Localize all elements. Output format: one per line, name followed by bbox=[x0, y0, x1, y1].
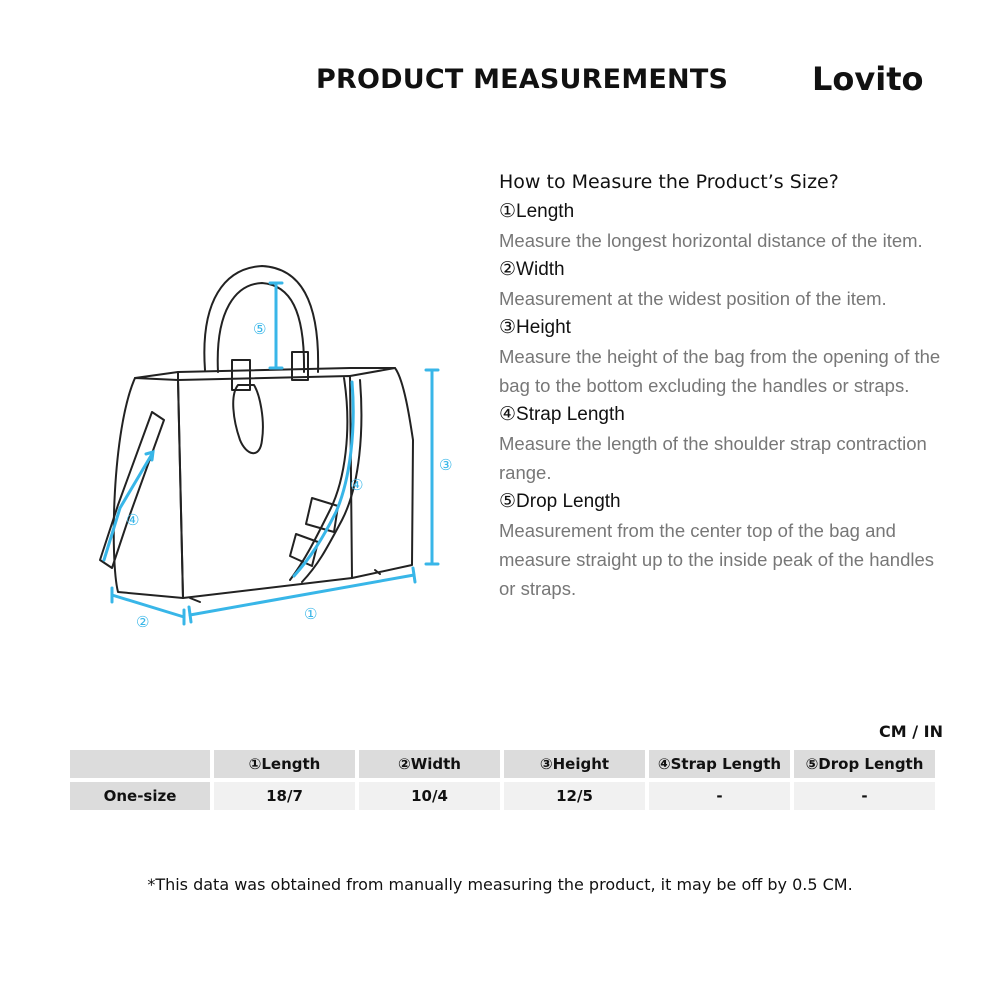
step-desc-width: Measurement at the widest position of the item. bbox=[499, 288, 887, 309]
width-marker: ② bbox=[136, 613, 150, 631]
unit-label: CM / IN bbox=[879, 722, 943, 741]
table-header-cell: ②Width bbox=[359, 750, 500, 778]
step-desc-length: Measure the longest horizontal distance of the item. bbox=[499, 230, 923, 251]
step-title-drop: ⑤Drop Length bbox=[499, 491, 621, 512]
measure-guide bbox=[499, 168, 949, 603]
disclaimer-note: *This data was obtained from manually measuring the product, it may be off by 0.5 CM. bbox=[147, 875, 853, 894]
drop-marker: ⑤ bbox=[253, 320, 267, 338]
height-marker: ③ bbox=[439, 456, 453, 474]
length-marker: ① bbox=[304, 605, 318, 623]
table-cell: - bbox=[649, 782, 790, 810]
bag-diagram bbox=[70, 250, 470, 650]
step-title-height: ③Height bbox=[499, 317, 571, 338]
strap-marker-right: ④ bbox=[350, 476, 364, 494]
strap-marker-left: ④ bbox=[126, 511, 140, 529]
step-desc-strap: Measure the length of the shoulder strap contraction range. bbox=[499, 433, 927, 483]
table-header-cell: ③Height bbox=[504, 750, 645, 778]
table-cell: 10/4 bbox=[359, 782, 500, 810]
table-cell: One-size bbox=[70, 782, 210, 810]
guide-heading: How to Measure the Product’s Size? bbox=[499, 171, 839, 193]
step-title-width: ②Width bbox=[499, 259, 565, 280]
table-header-cell: ④Strap Length bbox=[649, 750, 790, 778]
table-header-row bbox=[70, 750, 935, 778]
table-header-cell bbox=[70, 750, 210, 778]
step-title-length: ①Length bbox=[499, 201, 575, 222]
step-desc-drop: Measurement from the center top of the bag and measure straight up to the inside peak of the handles or straps. bbox=[499, 520, 935, 599]
table-header-cell: ①Length bbox=[214, 750, 355, 778]
size-table bbox=[66, 746, 939, 814]
brand-logo: Lovito bbox=[812, 60, 924, 98]
table-header-cell: ⑤Drop Length bbox=[794, 750, 935, 778]
table-cell: 18/7 bbox=[214, 782, 355, 810]
table-cell: - bbox=[794, 782, 935, 810]
table-row bbox=[70, 782, 935, 810]
page-title: PRODUCT MEASUREMENTS bbox=[316, 64, 729, 95]
table-cell: 12/5 bbox=[504, 782, 645, 810]
step-desc-height: Measure the height of the bag from the opening of the bag to the bottom excluding the handles or straps. bbox=[499, 346, 941, 396]
step-title-strap: ④Strap Length bbox=[499, 404, 625, 425]
